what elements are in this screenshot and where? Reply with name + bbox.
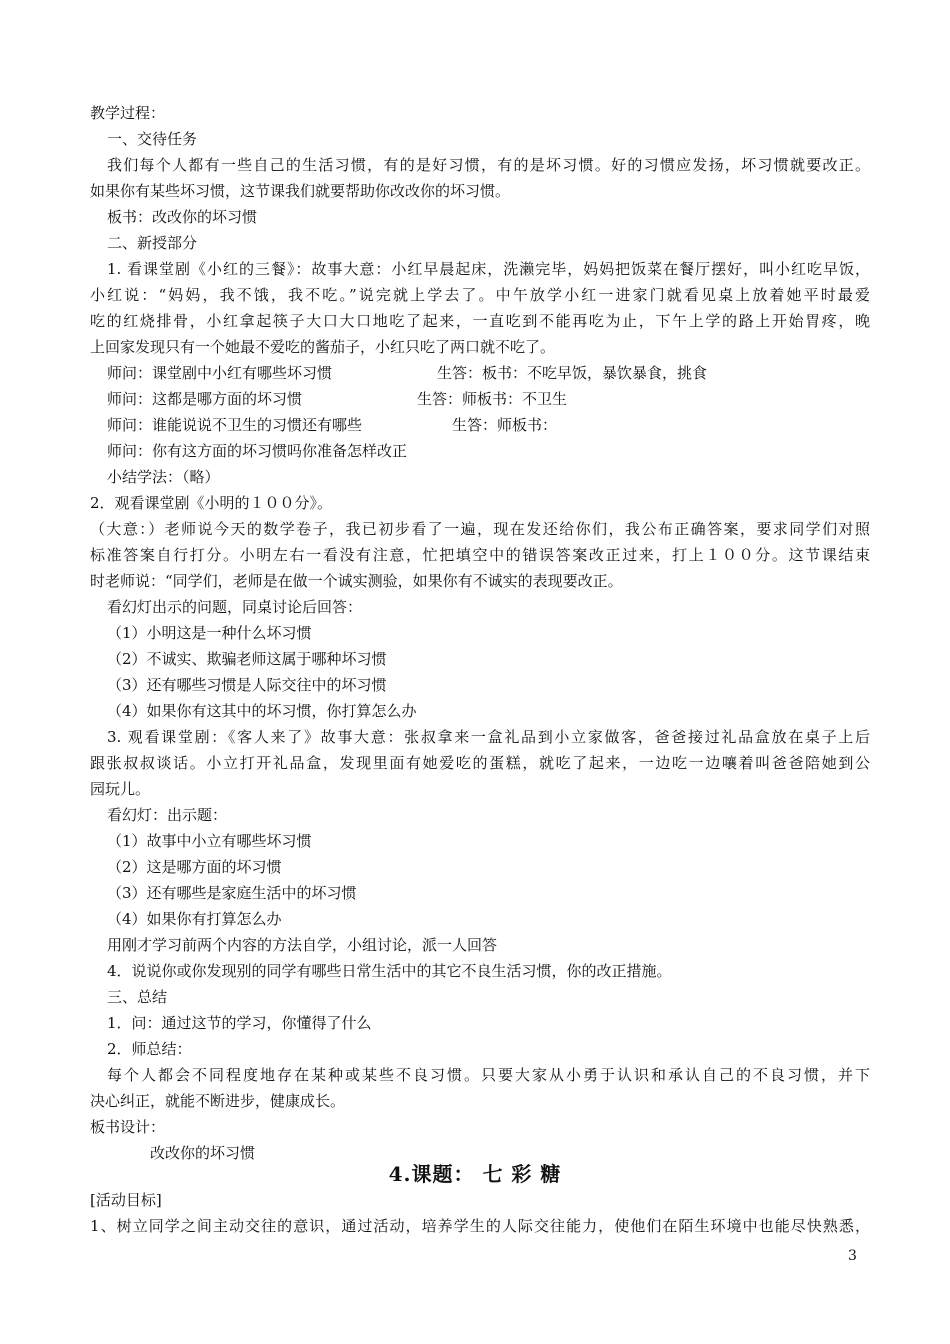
item-heading: 2．观看课堂剧《小明的１００分》。 — [90, 494, 333, 512]
activity-goal-label: [活动目标] — [90, 1191, 162, 1209]
paragraph-line: 1. 看课堂剧《小红的三餐》：故事大意：小红早晨起床，洗濑完毕，妈妈把饭菜在餐厅摆好，叫小红吃早饭， — [107, 260, 870, 278]
paragraph-line: 小红说：“妈妈，我不饿，我不吃。”说完就上学去了。中午放学小红一进家门就看见桌上放着她平时最爱 — [90, 286, 870, 304]
student-answer: 生答：板书：不吃早饭，暴饮暴食，挑食 — [437, 364, 708, 382]
paragraph-line: 吃的红烧排骨，小红拿起筷子大口大口地吃了起来，一直吃到不能再吃为止，下午上学的路上开始胃疼，晚 — [90, 312, 870, 330]
blackboard-design-label: 板书设计： — [90, 1118, 166, 1136]
question-item: （1）小明这是一种什么坏习惯 — [107, 624, 312, 642]
paragraph-line: （大意：）老师说今天的数学卷子，我已初步看了一遍，现在发还给你们，我公布正确答案，要求同学们对照 — [90, 520, 870, 538]
paragraph-line: 上回家发现只有一个她最不爱吃的酱茄子，小红只吃了两口就不吃了。 — [90, 338, 556, 356]
blackboard-design-title: 改改你的坏习惯 — [150, 1144, 256, 1162]
section-heading-1: 一、交待任务 — [107, 130, 198, 148]
paragraph-line: 看幻灯出示的问题，同桌讨论后回答： — [107, 598, 363, 616]
student-answer: 生答：师板书： — [452, 416, 558, 434]
paragraph-line: 1、树立同学之间主动交往的意识，通过活动，培养学生的人际交往能力，使他们在陌生环境中也能尽快熟悉， — [90, 1217, 870, 1235]
section-heading-3: 三、总结 — [107, 988, 168, 1006]
paragraph-line: 园玩儿。 — [90, 780, 151, 798]
paragraph-line: 每个人都会不同程度地存在某种或某些不良习惯。只要大家从小勇于认识和承认自己的不良习惯，并下 — [107, 1066, 870, 1084]
section-heading-2: 二、新授部分 — [107, 234, 198, 252]
blackboard-note: 板书：改改你的坏习惯 — [107, 208, 258, 226]
question-item: （3）还有哪些习惯是人际交往中的坏习惯 — [107, 676, 387, 694]
page-number: 3 — [848, 1248, 857, 1264]
question-item: （2）不诚实、欺骗老师这属于哪种坏习惯 — [107, 650, 387, 668]
question-item: （1）故事中小立有哪些坏习惯 — [107, 832, 312, 850]
summary-line: 小结学法：（略） — [107, 468, 220, 486]
lesson-title: 4.课题： 七 彩 糖 — [388, 1162, 562, 1186]
teacher-question: 师问：谁能说说不卫生的习惯还有哪些 — [107, 416, 363, 434]
teacher-question: 师问：这都是哪方面的坏习惯 — [107, 390, 303, 408]
question-item: （2）这是哪方面的坏习惯 — [107, 858, 282, 876]
paragraph-line: 标准答案自行打分。小明左右一看没有注意，忙把填空中的错误答案改正过来，打上１００分。这节课结束 — [90, 546, 870, 564]
question-item: （3）还有哪些是家庭生活中的坏习惯 — [107, 884, 357, 902]
section-label-teaching-process: 教学过程： — [90, 104, 166, 122]
paragraph-line: 用刚才学习前两个内容的方法自学，小组讨论，派一人回答 — [107, 936, 498, 954]
paragraph-line: 2．师总结： — [107, 1040, 192, 1058]
paragraph-line: 1．问：通过这节的学习，你懂得了什么 — [107, 1014, 372, 1032]
teacher-question: 师问：你有这方面的坏习惯吗你准备怎样改正 — [107, 442, 408, 460]
paragraph-line: 4．说说你或你发现别的同学有哪些日常生活中的其它不良生活习惯，你的改正措施。 — [107, 962, 672, 980]
teacher-question: 师问：课堂剧中小红有哪些坏习惯 — [107, 364, 333, 382]
paragraph-line: 跟张叔叔谈话。小立打开礼品盒，发现里面有她爱吃的蛋糕，就吃了起来，一边吃一边嚷着叫爸爸陪她到公 — [90, 754, 870, 772]
paragraph-line: 看幻灯：出示题： — [107, 806, 228, 824]
paragraph-line: 如果你有某些坏习惯，这节课我们就要帮助你改改你的坏习惯。 — [90, 182, 511, 200]
paragraph-line: 决心纠正，就能不断进步，健康成长。 — [90, 1092, 346, 1110]
paragraph-line: 时老师说：“同学们，老师是在做一个诚实测验，如果你有不诚实的表现要改正。 — [90, 572, 623, 590]
paragraph-line: 3. 观看课堂剧：《客人来了》故事大意：张叔拿来一盒礼品到小立家做客，爸爸接过礼品盒放在桌子上后 — [107, 728, 870, 746]
question-item: （4）如果你有这其中的坏习惯，你打算怎么办 — [107, 702, 417, 720]
paragraph-line: 我们每个人都有一些自己的生活习惯，有的是好习惯，有的是坏习惯。好的习惯应发扬，坏习惯就要改正。 — [107, 156, 870, 174]
student-answer: 生答：师板书：不卫生 — [417, 390, 568, 408]
question-item: （4）如果你有打算怎么办 — [107, 910, 282, 928]
